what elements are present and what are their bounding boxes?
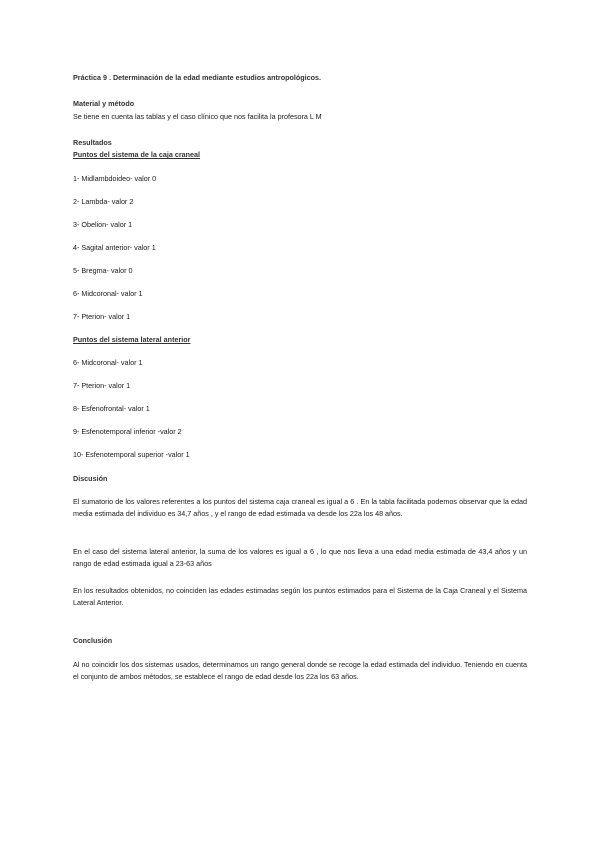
cranial-point-2: 2- Lambda- valor 2: [73, 197, 134, 206]
material-text: Se tiene en cuenta las tablas y el caso clínico que nos facilita la profesora L M: [73, 112, 322, 121]
document-title: Práctica 9 . Determinación de la edad mediante estudios antropológicos.: [73, 73, 322, 82]
discussion-paragraph-1: El sumatorio de los valores referentes a los puntos del sistema caja craneal es igual a 6 . En la tabla facilitada podemos observar que la edad media estimada del individuo es 34,7 años , y el rango de edad estimada va desde los 22a los 48 años.: [73, 497, 527, 518]
material-heading: Material y método: [73, 99, 135, 108]
lateral-point-10: 10- Esfenotemporal superior -valor 1: [73, 450, 190, 459]
lateral-point-7: 7- Pterion- valor 1: [73, 381, 131, 390]
cranial-point-7: 7- Pterion- valor 1: [73, 312, 131, 321]
cranial-point-6: 6- Midcoronal- valor 1: [73, 289, 143, 298]
conclusion-paragraph: Al no coincidir los dos sistemas usados, determinamos un rango general donde se recoge la edad estimada del individuo. Teniendo en cuenta el conjunto de ambos métodos, se establece el rango de edad desde los 22a los 63 años.: [73, 660, 527, 681]
conclusion-heading: Conclusión: [73, 636, 113, 645]
cranial-point-1: 1- Midlambdoideo- valor 0: [73, 174, 157, 183]
lateral-point-9: 9- Esfenotemporal inferior -valor 2: [73, 427, 182, 436]
results-heading: Resultados: [73, 138, 112, 147]
discussion-heading: Discusión: [73, 474, 108, 483]
cranial-point-5: 5- Bregma- valor 0: [73, 266, 133, 275]
cranial-point-3: 3- Obelion- valor 1: [73, 220, 133, 229]
discussion-paragraph-2: En el caso del sistema lateral anterior, la suma de los valores es igual a 6 , lo que nos lleva a una edad media estimada de 43,4 años y un rango de edad estimada igual a 23-63 años: [73, 547, 527, 568]
discussion-paragraph-3: En los resultados obtenidos, no coinciden las edades estimadas según los puntos estimados para el Sistema de la Caja Craneal y el Sistema Lateral Anterior.: [73, 586, 527, 607]
lateral-point-8: 8- Esfenofrontal- valor 1: [73, 404, 150, 413]
lateral-section-heading: Puntos del sistema lateral anterior: [73, 335, 191, 344]
lateral-point-6: 6- Midcoronal- valor 1: [73, 358, 143, 367]
cranial-section-heading: Puntos del sistema de la caja craneal: [73, 150, 201, 159]
cranial-point-4: 4- Sagital anterior- valor 1: [73, 243, 156, 252]
